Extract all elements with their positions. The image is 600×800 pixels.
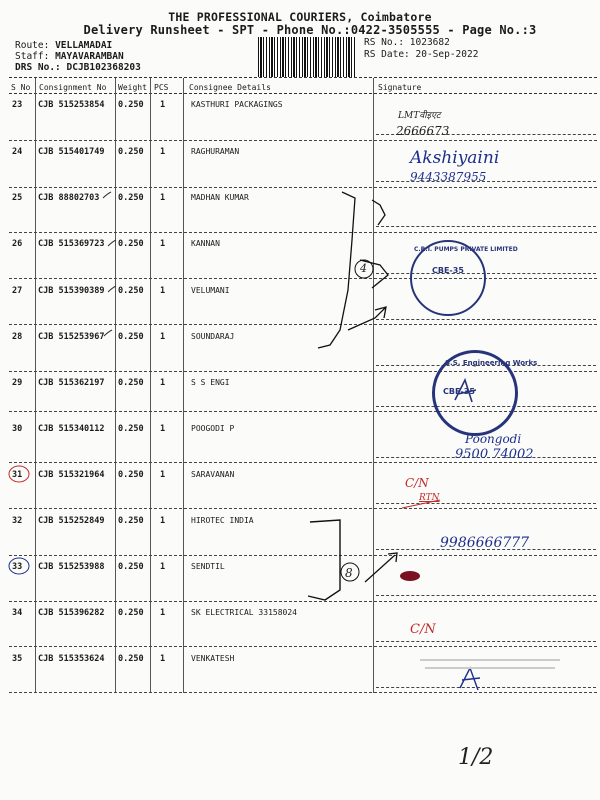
drs-value: DCJB102368203 [66, 62, 141, 73]
drs-line [15, 62, 141, 73]
handwritten-cn-r31: C/N [405, 476, 429, 490]
row-rule [9, 324, 597, 325]
table-row [0, 608, 600, 654]
row-consignee: KASTHURI PACKAGINGS [191, 100, 283, 109]
row-pcs: 1 [160, 654, 166, 664]
handwritten-page-mark: 1/2 [458, 745, 494, 770]
row-consignment-no: CJB 515369723 [38, 239, 105, 249]
rs-date-label: RS Date: [364, 49, 410, 60]
staff-value: MAYAVARAMBAN [55, 51, 124, 62]
row-consignee: VENKATESH [191, 654, 235, 663]
row-weight: 0.250 [118, 654, 144, 664]
stamp-center-text: CBE-35 [443, 387, 475, 396]
row-rule [9, 646, 597, 647]
row-weight: 0.250 [118, 239, 144, 249]
row-consignee: RAGHURAMAN [191, 147, 240, 156]
handwritten-phone-r24: 9443387955 [410, 170, 487, 184]
row-sno: 24 [12, 147, 23, 157]
row-consignment-no: CJB 515253988 [38, 562, 105, 572]
company-stamp-cri [410, 240, 518, 316]
row-rule [9, 555, 597, 556]
row-consignment-no: CJB 515396282 [38, 608, 105, 618]
row-consignment-no: CJB 515362197 [38, 378, 105, 388]
row-weight: 0.250 [118, 378, 144, 388]
col-weight: Weight [118, 83, 147, 92]
table-row [0, 100, 600, 146]
row-consignee: KANNAN [191, 239, 220, 248]
stamp-ring-text: C.R.I. PUMPS PRIVATE LIMITED [414, 246, 518, 253]
signature-line [376, 687, 596, 688]
handwritten-phone-r30: 9500 74002 [455, 447, 534, 462]
rs-no-value: 1023682 [409, 37, 450, 48]
row-weight: 0.250 [118, 193, 144, 203]
row-consignee: SK ELECTRICAL 33158024 [191, 608, 297, 617]
row-sno: 27 [12, 286, 23, 296]
row-consignee: MADHAN KUMAR [191, 193, 249, 202]
rs-no-label: RS No.: [364, 37, 405, 48]
row-pcs: 1 [160, 193, 166, 203]
header-bottom-rule [9, 93, 597, 94]
row-consignment-no: CJB 515253967 [38, 332, 105, 342]
row-sno: 35 [12, 654, 23, 664]
barcode [258, 37, 356, 77]
row-sno: 30 [12, 424, 23, 434]
row-pcs: 1 [160, 332, 166, 342]
row-sno: 28 [12, 332, 23, 342]
row-consignee: POOGODI P [191, 424, 235, 433]
row-consignment-no: CJB 515353624 [38, 654, 105, 664]
row-pcs: 1 [160, 100, 166, 110]
row-sno: 31 [12, 470, 23, 480]
rs-no-line [364, 37, 450, 48]
row-consignee: HIROTEC INDIA [191, 516, 254, 525]
row-weight: 0.250 [118, 562, 144, 572]
row-consignee: SENDTIL [191, 562, 225, 571]
row-rule [9, 232, 597, 233]
col-consignment: Consignment No [39, 83, 107, 92]
handwritten-phone-r32: 9986666777 [440, 535, 530, 551]
route-line [15, 40, 112, 51]
handwritten-signature-r24: Akshiyaini [410, 148, 500, 168]
row-consignee: VELUMANI [191, 286, 230, 295]
row-pcs: 1 [160, 239, 166, 249]
row-weight: 0.250 [118, 332, 144, 342]
row-pcs: 1 [160, 562, 166, 572]
route-value: VELLAMADAI [55, 40, 113, 51]
row-rule [9, 278, 597, 279]
row-consignee: SOUNDARAJ [191, 332, 235, 341]
stamp-ring-text: S.S. Engineering Works [445, 359, 538, 367]
row-weight: 0.250 [118, 147, 144, 157]
table-row [0, 654, 600, 700]
row-pcs: 1 [160, 147, 166, 157]
signature-line [376, 226, 596, 227]
row-weight: 0.250 [118, 424, 144, 434]
row-consignment-no: CJB 515390389 [38, 286, 105, 296]
row-sno: 32 [12, 516, 23, 526]
row-sno: 25 [12, 193, 23, 203]
row-rule [9, 508, 597, 509]
row-consignment-no: CJB 515401749 [38, 147, 105, 157]
drs-label: DRS No.: [15, 62, 61, 73]
company-title: THE PROFESSIONAL COURIERS, Coimbatore [168, 10, 432, 24]
row-rule [9, 692, 597, 693]
signature-line [376, 319, 596, 320]
row-consignee: S S ENGI [191, 378, 230, 387]
row-sno: 23 [12, 100, 23, 110]
table-row [0, 562, 600, 608]
table-row [0, 193, 600, 239]
row-pcs: 1 [160, 516, 166, 526]
row-pcs: 1 [160, 286, 166, 296]
col-consignee: Consignee Details [189, 83, 271, 92]
row-weight: 0.250 [118, 286, 144, 296]
row-consignment-no: CJB 515321964 [38, 470, 105, 480]
rs-date-line [364, 49, 478, 60]
runsheet-subtitle: Delivery Runsheet - SPT - Phone No.:0422-3505555 - Page No.:3 [83, 23, 537, 37]
rs-date-value: 20-Sep-2022 [415, 49, 479, 60]
row-rule [9, 601, 597, 602]
col-pcs: PCS [154, 83, 169, 92]
handwritten-phone-r23: 2666673 [396, 124, 450, 138]
row-weight: 0.250 [118, 100, 144, 110]
row-sno: 26 [12, 239, 23, 249]
row-consignment-no: CJB 88802703 [38, 193, 100, 203]
row-pcs: 1 [160, 378, 166, 388]
row-consignment-no: CJB 515253854 [38, 100, 105, 110]
signature-line [376, 273, 596, 274]
handwritten-rtn-r31: RTN [419, 493, 440, 503]
signature-line [376, 641, 596, 642]
row-consignment-no: CJB 515340112 [38, 424, 105, 434]
table-row [0, 286, 600, 332]
row-rule [9, 140, 597, 141]
row-pcs: 1 [160, 424, 166, 434]
table-row [0, 470, 600, 516]
row-sno: 34 [12, 608, 23, 618]
row-rule [9, 187, 597, 188]
row-weight: 0.250 [118, 470, 144, 480]
row-sno: 33 [12, 562, 23, 572]
handwritten-mark-r33: 8 [345, 566, 353, 580]
stamp-center-text: CBE-35 [432, 266, 464, 275]
company-stamp-sse [432, 350, 538, 436]
col-sno: S No [11, 83, 31, 92]
handwritten-cn-r34: C/N [410, 622, 436, 637]
staff-line [15, 51, 124, 62]
row-pcs: 1 [160, 608, 166, 618]
row-weight: 0.250 [118, 608, 144, 618]
route-label: Route: [15, 40, 50, 51]
row-consignment-no: CJB 515252849 [38, 516, 105, 526]
row-consignee: SARAVANAN [191, 470, 235, 479]
handwritten-name-r30: Poongodi [465, 432, 522, 446]
row-rule [9, 462, 597, 463]
table-top-rule [9, 77, 597, 78]
handwritten-note-r23: LMTवीइएट [398, 111, 441, 121]
signature-line [376, 595, 596, 596]
handwritten-mark-r27: 4 [360, 262, 367, 275]
signature-line [376, 503, 596, 504]
table-row [0, 147, 600, 193]
col-signature: Signature [378, 83, 422, 92]
staff-label: Staff: [15, 51, 50, 62]
row-weight: 0.250 [118, 516, 144, 526]
row-sno: 29 [12, 378, 23, 388]
row-pcs: 1 [160, 470, 166, 480]
